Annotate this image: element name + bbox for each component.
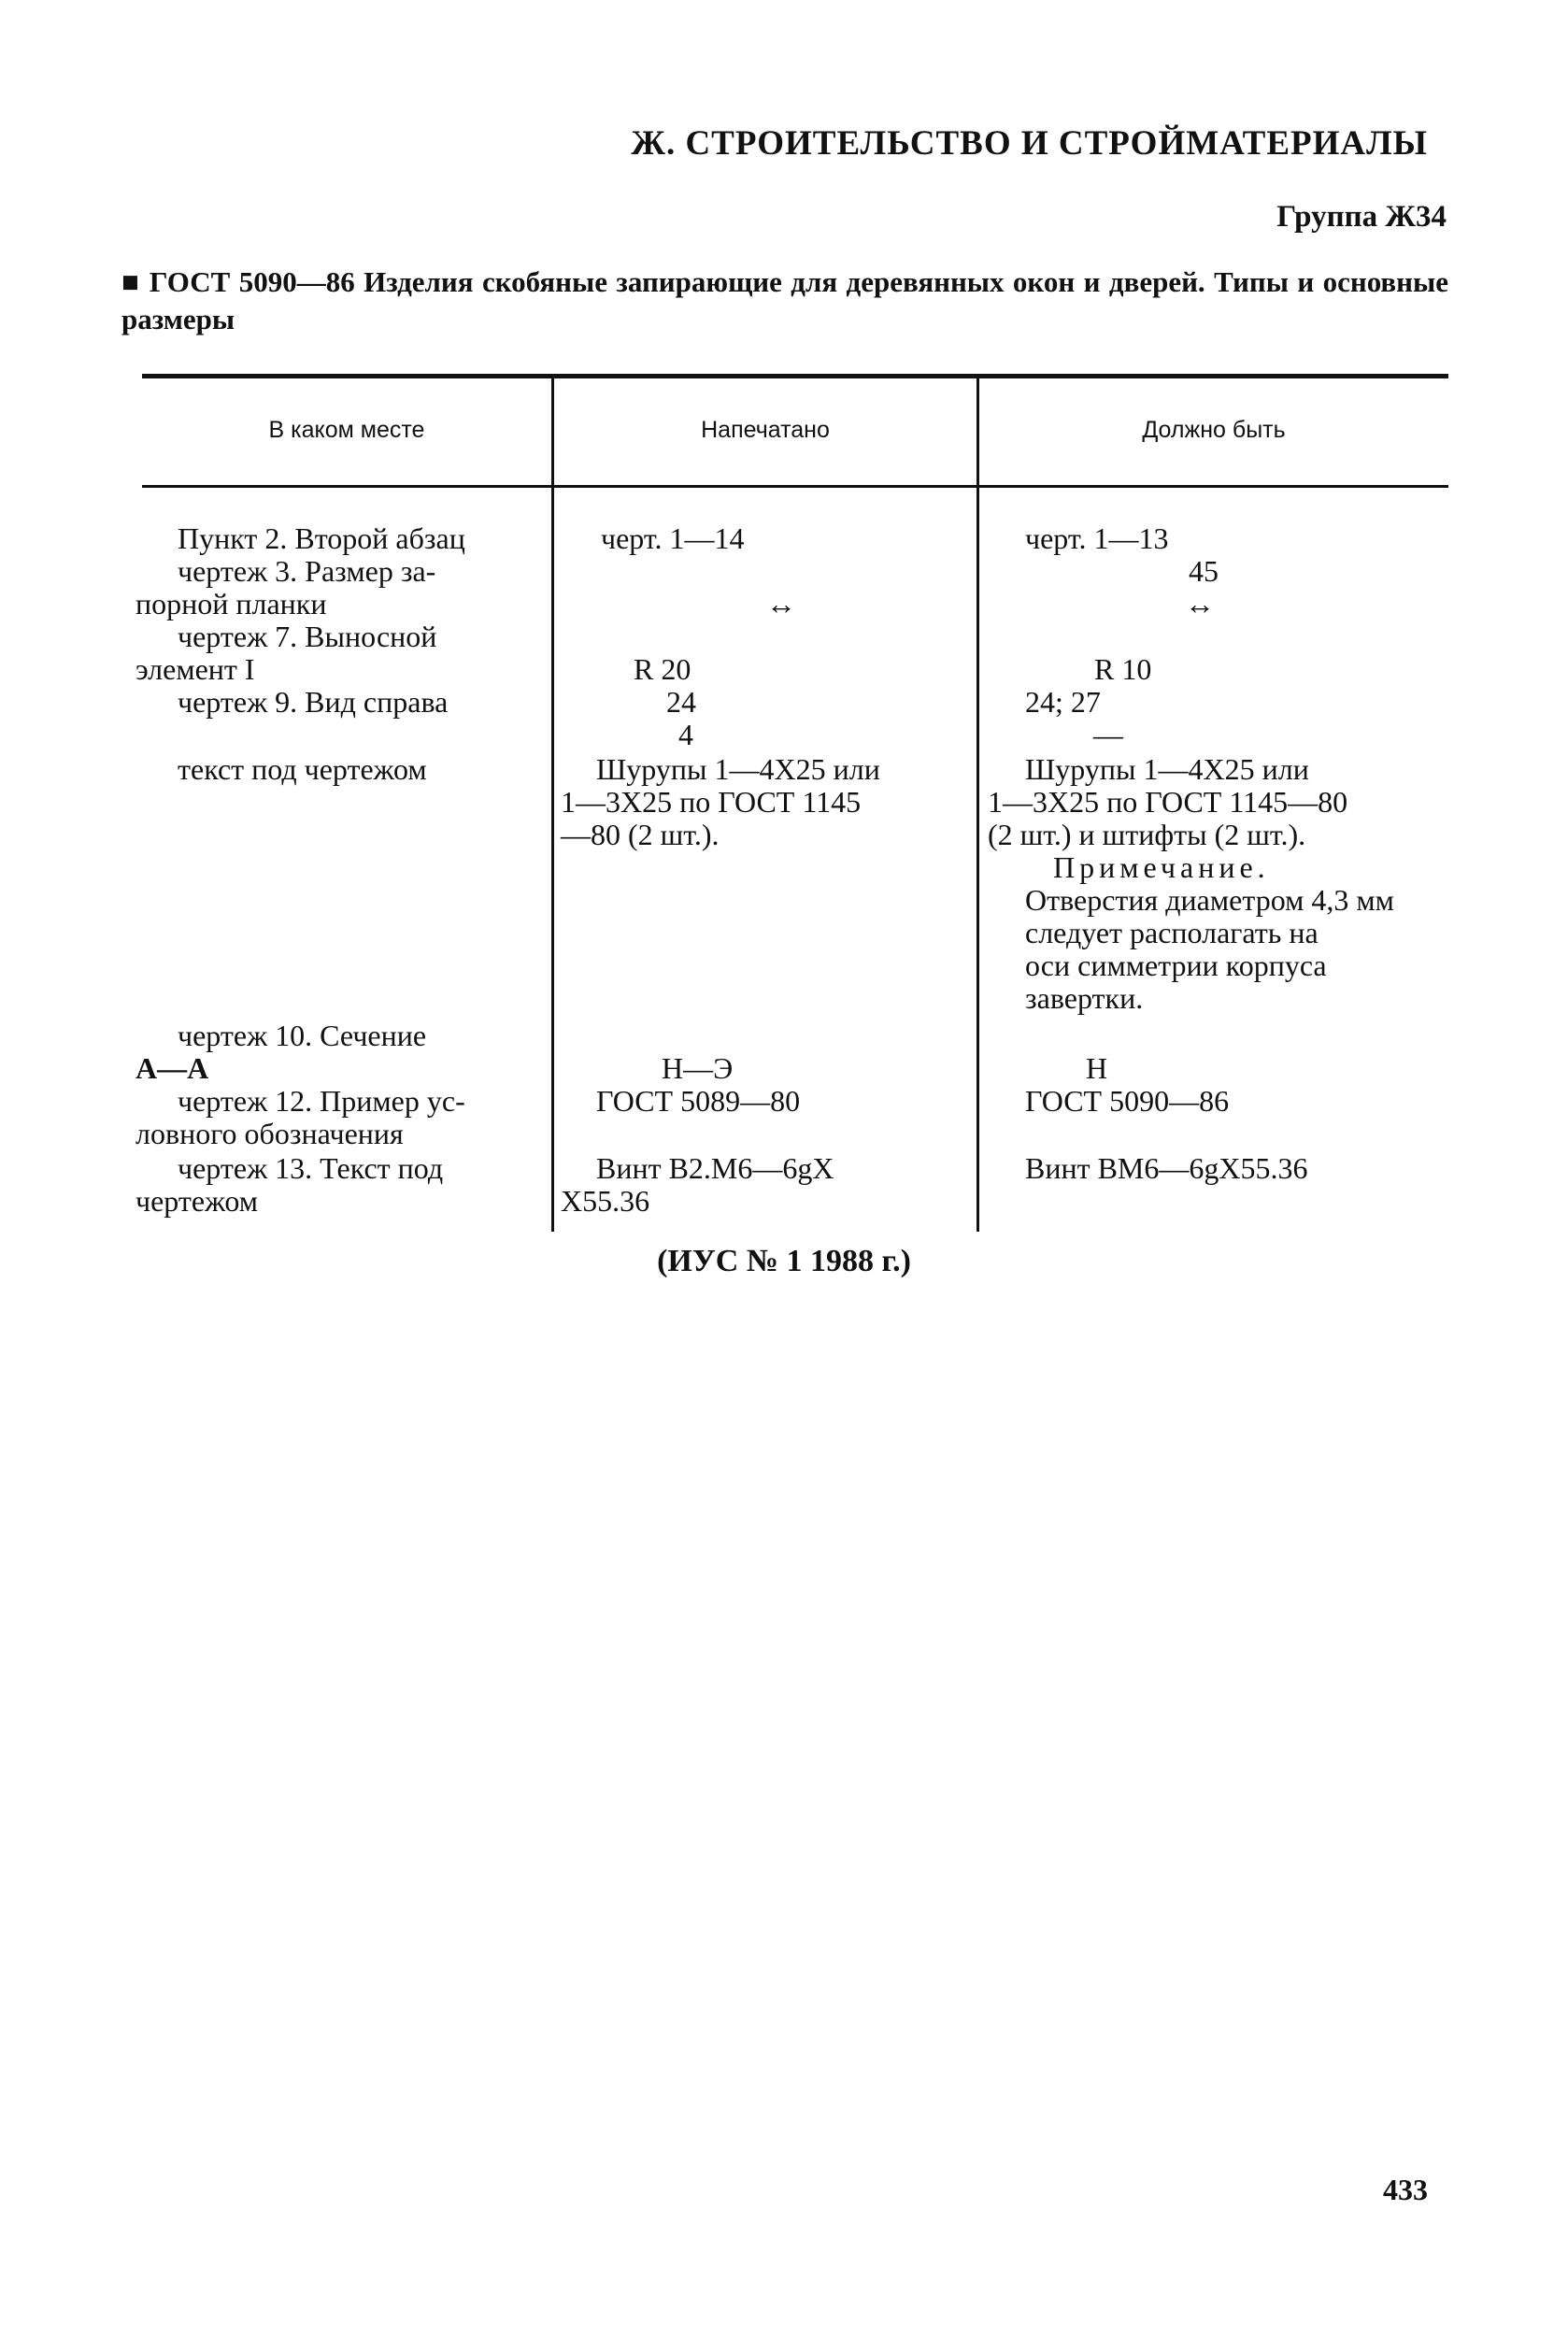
cell-printed: 1—3Х25 по ГОСТ 1145 — [561, 785, 862, 819]
cell-correct: Отверстия диаметром 4,3 мм — [1025, 883, 1394, 917]
cell-correct: Шурупы 1—4Х25 или — [1025, 752, 1309, 786]
cell-printed: Н—Э — [662, 1051, 734, 1085]
cell-printed: Винт В2.М6—6gХ — [596, 1151, 834, 1185]
column-divider-1 — [551, 378, 554, 1232]
cell-printed: R 20 — [634, 652, 691, 686]
cell-printed: ↔ — [766, 587, 796, 620]
cell-correct: Н — [1086, 1051, 1108, 1085]
cell-place: чертеж 7. Выносной — [178, 620, 437, 653]
cell-place: чертеж 12. Пример ус- — [178, 1084, 465, 1118]
cell-place: чертеж 3. Размер за- — [178, 554, 436, 588]
cell-printed: 4 — [678, 718, 693, 751]
cell-printed: 24 — [666, 685, 696, 719]
cell-correct: 24; 27 — [1025, 685, 1101, 719]
cell-correct: (2 шт.) и штифты (2 шт.). — [988, 818, 1306, 851]
cell-correct-note-label: Примечание. — [1053, 850, 1270, 884]
notice — [121, 264, 1448, 338]
bullet-marker: ■ — [121, 265, 141, 298]
footer-source: (ИУС № 1 1988 г.) — [657, 1244, 911, 1278]
page-number: 433 — [1383, 2173, 1428, 2206]
cell-place: порной планки — [135, 587, 327, 620]
table-header-rule — [142, 485, 1448, 488]
cell-correct: — — [1093, 718, 1123, 751]
header-correct: Должно быть — [1142, 417, 1286, 443]
cell-correct: ↔ — [1185, 587, 1215, 620]
cell-printed: черт. 1—14 — [601, 521, 745, 555]
cell-place: А—А — [135, 1051, 209, 1085]
cell-printed: Х55.36 — [561, 1184, 650, 1218]
cell-place: Пункт 2. Второй абзац — [178, 521, 465, 555]
cell-printed: —80 (2 шт.). — [561, 818, 720, 851]
cell-place: элемент I — [135, 652, 255, 686]
cell-correct: завертки. — [1025, 981, 1144, 1015]
cell-correct: черт. 1—13 — [1025, 521, 1169, 555]
cell-correct: оси симметрии корпуса — [1025, 948, 1327, 982]
cell-correct: следует располагать на — [1025, 916, 1319, 949]
column-divider-2 — [976, 378, 979, 1232]
cell-place: ловного обозначения — [135, 1117, 404, 1150]
cell-place: чертеж 13. Текст под — [178, 1151, 444, 1185]
cell-correct: 45 — [1189, 554, 1219, 588]
table-top-rule — [142, 374, 1448, 378]
header-place: В каком месте — [268, 417, 425, 443]
cell-correct: ГОСТ 5090—86 — [1025, 1084, 1230, 1118]
cell-correct: R 10 — [1094, 652, 1152, 686]
group-label: Группа Ж34 — [1276, 200, 1447, 234]
cell-place: чертеж 10. Сечение — [178, 1019, 427, 1052]
section-title: Ж. СТРОИТЕЛЬСТВО И СТРОЙМАТЕРИАЛЫ — [631, 124, 1428, 163]
cell-place: чертежом — [135, 1184, 259, 1218]
cell-printed: Шурупы 1—4Х25 или — [596, 752, 880, 786]
cell-place: чертеж 9. Вид справа — [178, 685, 449, 719]
cell-correct: 1—3Х25 по ГОСТ 1145—80 — [988, 785, 1348, 819]
header-printed: Напечатано — [701, 417, 830, 443]
cell-place: текст под чертежом — [178, 752, 427, 786]
cell-printed: ГОСТ 5089—80 — [596, 1084, 801, 1118]
cell-correct: Винт ВМ6—6gХ55.36 — [1025, 1151, 1308, 1185]
notice-title: ГОСТ 5090—86 Изделия скобяные запирающие для деревянных окон и дверей. Типы и основные размеры — [121, 265, 1448, 335]
